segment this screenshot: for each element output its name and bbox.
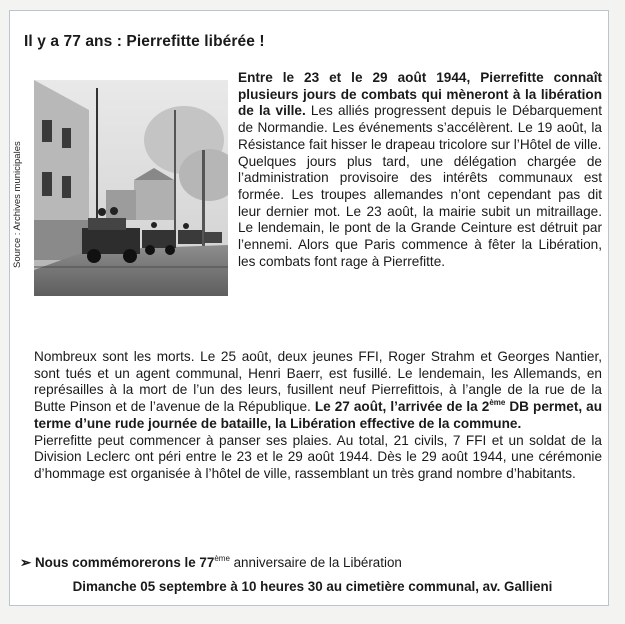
article-column-text	[238, 70, 602, 270]
historic-photo	[34, 80, 228, 296]
paragraph-3-text: Nombreux sont les morts. Le 25 août, deux jeunes FFI, Roger Strahm et Georges Nantier, sont tués et un agent communal, Henri Baerr, est fusillé. Le lendemain, les Allemands, en représailles à la mort de l’un des leurs, fusillent neuf Pierrefittois, à l’angle de la rue de la Butte Pinson et de l’avenue de la République.	[34, 349, 602, 415]
announcement-text-a: Nous commémorerons le 77	[34, 555, 215, 570]
article-title: Il y a 77 ans : Pierrefitte libérée !	[24, 33, 265, 50]
paragraph-1	[238, 70, 602, 154]
highlight-superscript: ème	[489, 397, 506, 407]
paragraph-3	[34, 349, 602, 433]
announcement-line-2: Dimanche 05 septembre à 10 heures 30 au cimetière communal, av. Gallieni	[72, 579, 553, 594]
paragraph-4: Pierrefitte peut commencer à panser ses plaies. Au total, 21 civils, 7 FFI et un soldat de la Division Leclerc ont péri entre le 23 et le 29 août 1944. Dès le 29 août 1944, une cérémonie d’hommage est organisée à l’hôtel de ville, rassemblant un très grand nombre d’habitants.	[34, 432, 602, 481]
article-full-text	[34, 349, 602, 483]
paragraph-2: Quelques jours plus tard, une délégation chargée de l’administration provisoire des intérêts communaux est formée. Les troupes allemandes n’ont cependant pas dit leur dernier mot. Le 23 août, la mairie subit un mitraillage. Le lendemain, le pont de la Grande Ceinture est détruit par l’ennemi. Alors que Paris commence à fêter la Libération, les combats font rage à Pierrefitte.	[238, 153, 602, 269]
highlight-part-b: DB permet, au terme d’une rude journée de bataille, la Libération effective de la commune.	[34, 399, 603, 431]
announcement-text-b: anniversaire de la Libération	[229, 555, 402, 570]
announcement-superscript: ème	[214, 553, 230, 563]
historic-photo-military-vehicles-street-icon	[34, 80, 228, 296]
photo-source-caption: Source : Archives municipales	[12, 141, 23, 268]
paragraph-1-lead: Entre le 23 et le 29 août 1944, Pierrefitte connaît plusieurs jours de combats qui mèneront à la libération de la ville.	[238, 70, 602, 119]
arrow-icon: ➢	[20, 555, 32, 570]
highlight-part-a: Le 27 août, l’arrivée de la 2	[314, 399, 490, 415]
paragraph-1-rest: Les alliés progressent depuis le Débarquement de Normandie. Les événements s’accélèrent. Le 19 août, la Résistance fait hisser le drapeau tricolore sur l’Hôtel de ville.	[238, 103, 603, 152]
announcement-line-1	[20, 555, 402, 571]
